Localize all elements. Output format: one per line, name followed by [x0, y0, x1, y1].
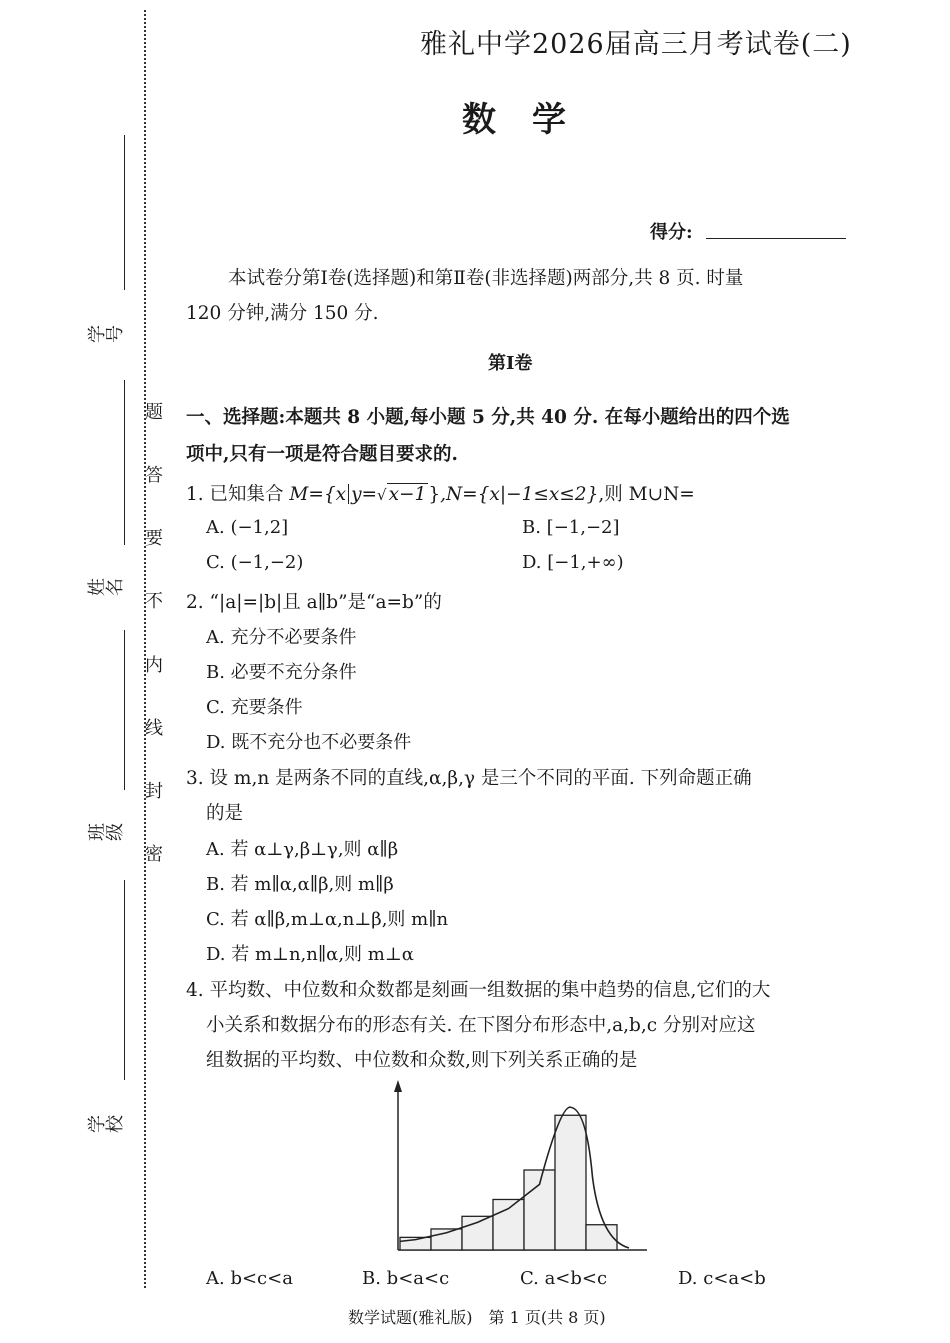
q1-tail: ,则 M∪N= — [598, 484, 695, 505]
field-label: 姓名 — [87, 578, 126, 596]
seal-char: 要 — [145, 528, 163, 550]
q2-option-b[interactable]: B. 必要不充分条件 — [206, 662, 357, 683]
histogram-bar — [555, 1115, 586, 1250]
seal-char: 题 — [145, 402, 163, 423]
y-axis-arrow — [394, 1080, 402, 1092]
histogram-bar — [493, 1199, 524, 1250]
subject-title: 数学 — [462, 100, 602, 140]
class-blank[interactable] — [124, 630, 125, 790]
question-4-stem: 小关系和数据分布的形态有关. 在下图分布形态中,a,b,c 分别对应这 — [206, 1015, 756, 1036]
intro-line: 本试卷分第Ⅰ卷(选择题)和第Ⅱ卷(非选择题)两部分,共 8 页. 时量 — [228, 268, 744, 289]
q4-option-b[interactable]: B. b<a<c — [362, 1268, 450, 1289]
histogram-bar — [462, 1216, 493, 1250]
q1-m-set-eq: y= — [351, 484, 378, 505]
seal-char: 密 — [145, 843, 163, 865]
name-blank[interactable] — [124, 380, 125, 545]
field-label: 学号 — [87, 325, 126, 343]
q4-option-d[interactable]: D. c<a<b — [678, 1268, 766, 1289]
question-4-stem: 4. 平均数、中位数和众数都是刻画一组数据的集中趋势的信息,它们的大 — [186, 980, 771, 1001]
seal-char: 线 — [145, 717, 163, 739]
sqrt-sign: √ — [377, 486, 387, 504]
sqrt-body: x−1 — [388, 484, 427, 505]
intro-line: 120 分钟,满分 150 分. — [186, 303, 379, 324]
seal-char: 不 — [145, 591, 163, 613]
question-1-stem — [186, 480, 695, 506]
question-4-stem: 组数据的平均数、中位数和众数,则下列关系正确的是 — [206, 1050, 638, 1071]
question-3-stem: 的是 — [206, 803, 244, 824]
q1-m-set-close: } — [428, 484, 441, 505]
set-bar — [348, 484, 349, 504]
field-label: 学校 — [87, 1115, 126, 1133]
q3-option-b[interactable]: B. 若 m∥α,α∥β,则 m∥β — [206, 874, 394, 895]
q1-lead: 1. 已知集合 — [186, 484, 290, 505]
section-heading: 一、选择题:本题共 8 小题,每小题 5 分,共 40 分. 在每小题给出的四个选 — [186, 407, 790, 428]
q1-option-b[interactable]: B. [−1,−2] — [522, 517, 620, 538]
school-blank[interactable] — [124, 880, 125, 1080]
seal-char: 答 — [145, 465, 163, 487]
q3-option-d[interactable]: D. 若 m⊥n,n∥α,则 m⊥α — [206, 944, 414, 965]
question-3-stem: 3. 设 m,n 是两条不同的直线,α,β,γ 是三个不同的平面. 下列命题正确 — [186, 768, 752, 789]
q2-option-d[interactable]: D. 既不充分也不必要条件 — [206, 732, 412, 753]
school-label — [89, 1109, 147, 1133]
question-2-stem: 2. “|a|=|b|且 a∥b”是“a=b”的 — [186, 592, 442, 613]
score-blank[interactable] — [706, 238, 846, 239]
seal-notice — [140, 404, 168, 864]
page-footer: 数学试题(雅礼版) 第 1 页(共 8 页) — [348, 1308, 606, 1327]
class-label — [89, 817, 147, 841]
q2-option-c[interactable]: C. 充要条件 — [206, 697, 303, 718]
q1-option-a[interactable]: A. (−1,2] — [206, 517, 289, 538]
q1-option-d[interactable]: D. [−1,+∞) — [522, 552, 624, 573]
seal-char: 封 — [145, 780, 163, 802]
volume-title: 第Ⅰ卷 — [488, 353, 533, 374]
q2-option-a[interactable]: A. 充分不必要条件 — [206, 627, 357, 648]
student-number-blank[interactable] — [124, 135, 125, 290]
field-label: 班级 — [87, 823, 126, 841]
q1-option-c[interactable]: C. (−1,−2) — [206, 552, 304, 573]
student-number-label — [89, 319, 147, 343]
q1-n-set: ,N={x|−1≤x≤2} — [440, 484, 599, 505]
score-label: 得分: — [650, 222, 693, 243]
q4-option-c[interactable]: C. a<b<c — [520, 1268, 608, 1289]
q4-histogram — [385, 1078, 655, 1258]
seal-char: 内 — [145, 654, 163, 676]
q3-option-c[interactable]: C. 若 α∥β,m⊥α,n⊥β,则 m∥n — [206, 909, 449, 930]
section-heading: 项中,只有一项是符合题目要求的. — [186, 444, 458, 465]
q4-option-a[interactable]: A. b<c<a — [206, 1268, 293, 1289]
name-label — [89, 572, 147, 596]
q1-m-set: M={x — [289, 484, 347, 505]
exam-title: 雅礼中学2026届高三月考试卷(二) — [420, 29, 852, 60]
q3-option-a[interactable]: A. 若 α⊥γ,β⊥γ,则 α∥β — [206, 839, 399, 860]
